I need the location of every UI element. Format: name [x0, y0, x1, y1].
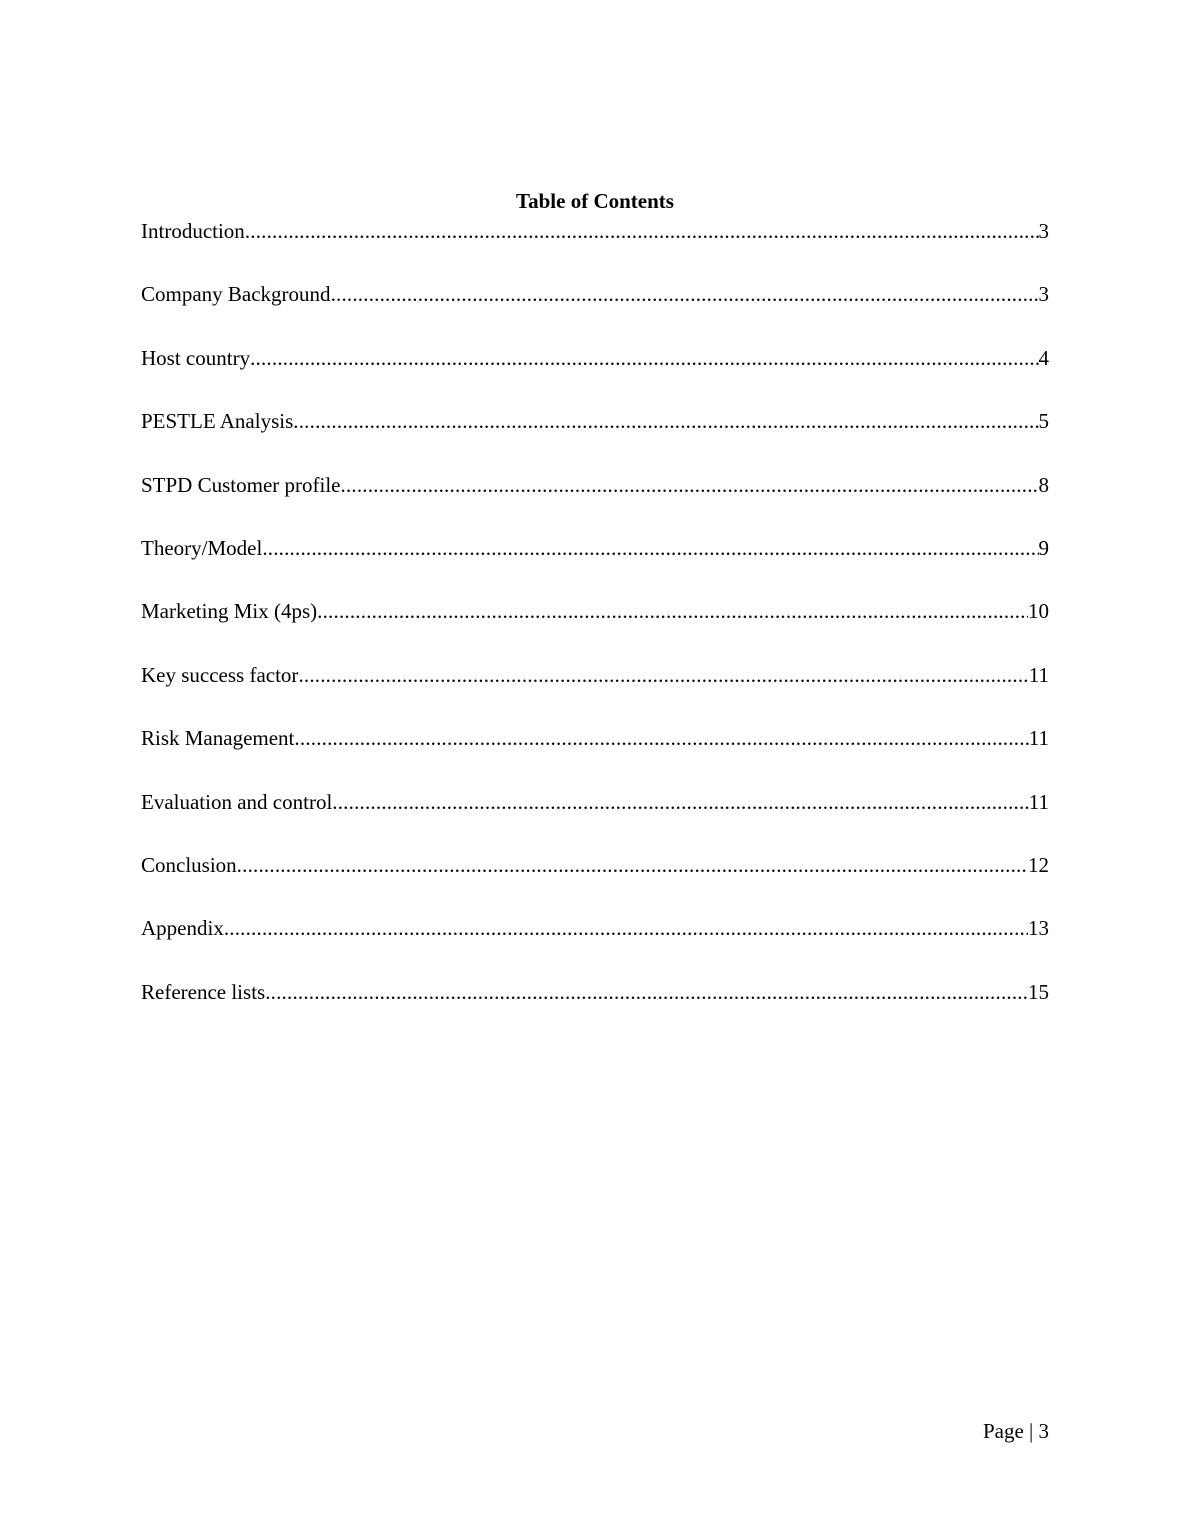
dot-leader [298, 661, 1028, 689]
toc-entry-page: 4 [1038, 345, 1049, 370]
dot-leader [332, 788, 1028, 816]
toc-entry-label: Appendix [141, 916, 224, 941]
toc-entry-page: 3 [1038, 282, 1049, 307]
dot-leader [224, 914, 1028, 942]
toc-entry-label: Introduction [141, 219, 245, 243]
toc-entry-page: 13 [1028, 916, 1049, 941]
toc-entry-introduction[interactable] [141, 217, 1049, 280]
toc-entry-page: 11 [1028, 726, 1049, 751]
dot-leader [265, 978, 1028, 1006]
toc-entry-conclusion[interactable] [141, 851, 1049, 914]
dot-leader [245, 217, 1039, 245]
toc-entry-theory-model[interactable] [141, 534, 1049, 597]
toc-entry-label: Key success factor [141, 662, 299, 687]
toc-entry-label: Host country [141, 345, 251, 370]
toc-entry-pestle-analysis[interactable] [141, 407, 1049, 470]
toc-entry-page: 5 [1038, 409, 1049, 434]
toc-entry-page: 11 [1028, 789, 1049, 814]
toc-entry-label: Theory/Model [141, 535, 263, 560]
toc-entry-host-country[interactable] [141, 344, 1049, 407]
dot-leader [317, 597, 1028, 625]
toc-entry-label: PESTLE Analysis [141, 409, 294, 434]
toc-entry-label: Reference lists [141, 979, 266, 1004]
dot-leader [237, 851, 1028, 879]
dot-leader [262, 534, 1038, 562]
dot-leader [331, 280, 1039, 308]
toc-entry-label: Company Background [141, 282, 331, 307]
toc-entry-label: Conclusion [141, 852, 237, 877]
toc-entry-company-background[interactable] [141, 280, 1049, 343]
toc-entry-key-success-factor[interactable] [141, 661, 1049, 724]
toc-list [141, 217, 1049, 1041]
dot-leader [250, 344, 1038, 372]
toc-entry-evaluation-and-control[interactable] [141, 788, 1049, 851]
dot-leader [293, 407, 1038, 435]
toc-entry-page: 3 [1038, 219, 1049, 243]
toc-entry-page: 8 [1038, 472, 1049, 497]
toc-entry-marketing-mix[interactable] [141, 597, 1049, 660]
toc-title: Table of Contents [516, 189, 674, 213]
toc-entry-label: Marketing Mix (4ps) [141, 599, 318, 624]
toc-entry-label: STPD Customer profile [141, 472, 341, 497]
toc-entry-page: 10 [1028, 599, 1049, 624]
toc-entry-label: Evaluation and control [141, 789, 333, 814]
dot-leader [341, 471, 1039, 499]
toc-entry-page: 9 [1038, 535, 1049, 560]
toc-entry-appendix[interactable] [141, 914, 1049, 977]
page-number-footer: Page | 3 [982, 1419, 1049, 1443]
dot-leader [294, 724, 1028, 752]
toc-entry-label: Risk Management [141, 726, 295, 751]
toc-entry-page: 12 [1028, 852, 1049, 877]
toc-entry-risk-management[interactable] [141, 724, 1049, 787]
toc-entry-stpd-customer-profile[interactable] [141, 471, 1049, 534]
toc-entry-page: 11 [1028, 662, 1049, 687]
toc-entry-page: 15 [1028, 979, 1049, 1004]
toc-entry-reference-lists[interactable] [141, 978, 1049, 1041]
